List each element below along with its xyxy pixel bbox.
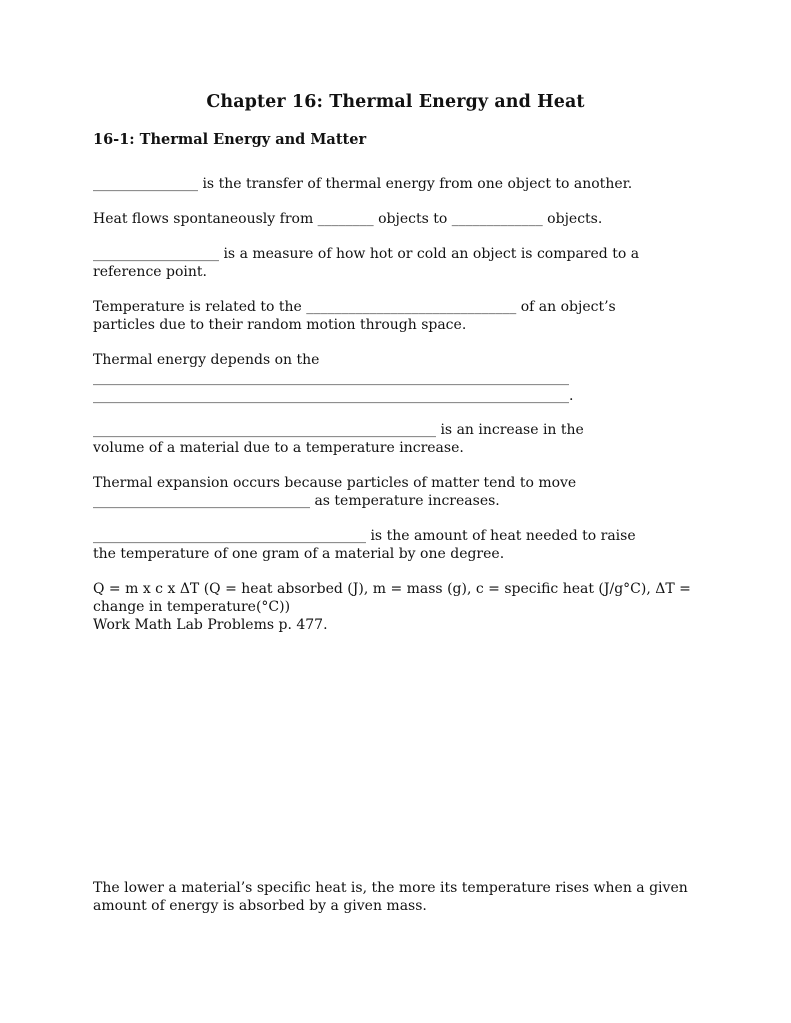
- question-text-line-1: __________________ is a measure of how hot or cold an object is compared to a: [93, 246, 640, 262]
- formula-line-1: Q = m x c x ΔT (Q = heat absorbed (J), m = mass (g), c = specific heat (J/g°C), ΔT =: [93, 581, 691, 597]
- question-text-line-2: volume of a material due to a temperature increase.: [93, 440, 464, 456]
- question-thermal-energy: [93, 351, 703, 405]
- question-text-line-2: the temperature of one gram of a material by one degree.: [93, 546, 505, 562]
- question-text-line-2: reference point.: [93, 264, 207, 280]
- math-lab-instruction: Work Math Lab Problems p. 477.: [93, 617, 328, 633]
- question-heat-flow: [93, 210, 703, 228]
- question-specific-heat: [93, 527, 703, 563]
- question-text: _______________ is the transfer of thermal energy from one object to another.: [93, 176, 633, 192]
- question-kinetic-energy: [93, 298, 703, 334]
- question-text-line-1: Thermal expansion occurs because particles of matter tend to move: [93, 475, 577, 491]
- question-text-line-2: particles due to their random motion through space.: [93, 317, 467, 333]
- heat-formula: [93, 580, 703, 634]
- closing-line-1: The lower a material’s specific heat is, the more its temperature rises when a given: [93, 880, 688, 896]
- question-text-line-1: _______________________________________ is the amount of heat needed to raise: [93, 528, 636, 544]
- closing-statement: [93, 879, 703, 915]
- section-heading: 16-1: Thermal Energy and Matter: [93, 131, 367, 148]
- question-text: Heat flows spontaneously from ________ objects to _____________ objects.: [93, 211, 603, 227]
- question-thermal-expansion: [93, 421, 703, 457]
- formula-line-2: change in temperature(°C)): [93, 599, 291, 615]
- question-text-line-2: _______________________________ as temperature increases.: [93, 493, 500, 509]
- question-text-line-1: _________________________________________________ is an increase in the: [93, 422, 584, 438]
- page-title: Chapter 16: Thermal Energy and Heat: [206, 92, 585, 112]
- question-expansion-cause: [93, 474, 703, 510]
- question-heat-transfer: [93, 175, 703, 193]
- answer-blank-line-2: ____________________________________________________________________.: [93, 388, 574, 404]
- answer-blank-line-1: ____________________________________________________________________: [93, 370, 569, 386]
- question-text-line-1: Temperature is related to the ______________________________ of an object’s: [93, 299, 616, 315]
- question-text-line-1: Thermal energy depends on the: [93, 352, 320, 368]
- closing-line-2: amount of energy is absorbed by a given mass.: [93, 898, 427, 914]
- question-temperature: [93, 245, 703, 281]
